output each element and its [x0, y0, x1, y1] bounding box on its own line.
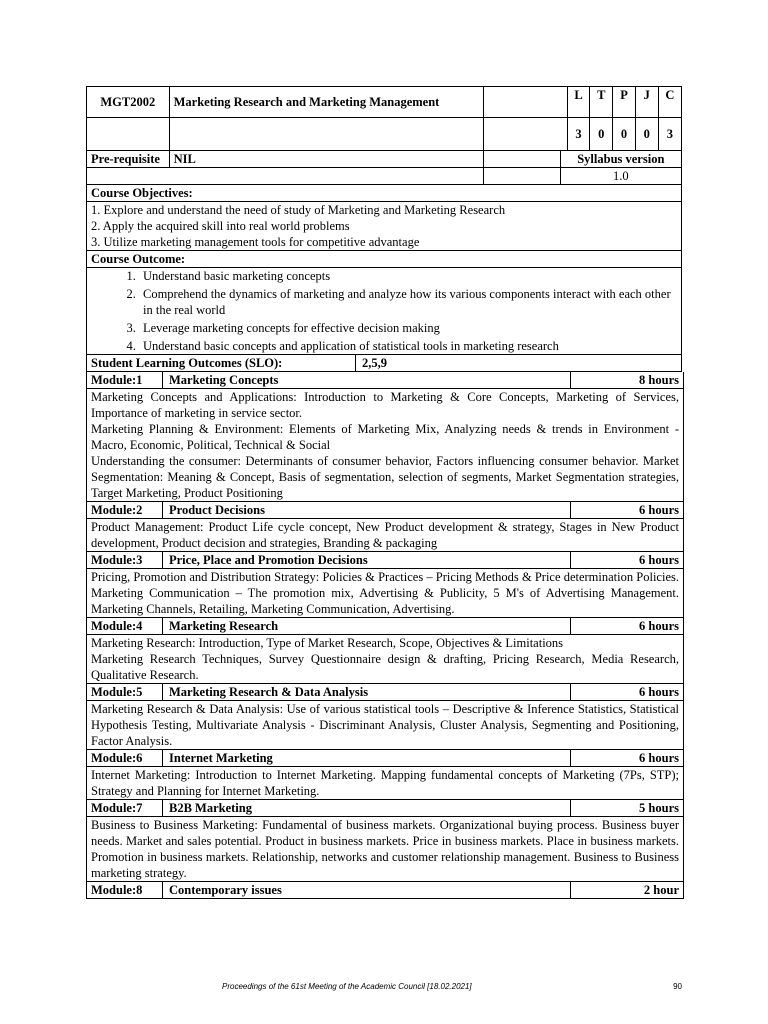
module-body-row	[87, 635, 684, 684]
module-id: Module:4	[87, 618, 163, 634]
objective-item: 1. Explore and understand the need of study of Marketing and Marketing Research	[91, 203, 506, 217]
module-id: Module:5	[87, 684, 163, 700]
module-hours: 6 hours	[639, 619, 679, 633]
module-body-row	[87, 569, 684, 618]
module-title: Contemporary issues	[163, 882, 571, 898]
module-id: Module:1	[87, 372, 163, 388]
syllabus-version-value: 1.0	[560, 168, 681, 184]
syllabus-version-label: Syllabus version	[560, 151, 681, 167]
module-id: Module:3	[87, 552, 163, 568]
module-header-row	[87, 882, 684, 899]
module-title: Marketing Research & Data Analysis	[163, 684, 571, 700]
module-body-row	[87, 389, 684, 502]
module-id: Module:2	[87, 502, 163, 518]
module-body-row	[87, 519, 684, 552]
module-header-row	[87, 552, 684, 569]
module-paragraph: Marketing Research & Data Analysis: Use of various statistical tools – Descriptive & Inference Statistics, Statistical Hypothesis Testing, Multivariate Analysis - Discriminant Analysis, Cluster Analysis, Segmenting and Positioning, Factor Analysis.	[91, 702, 679, 748]
ltpjc-value-p: 0	[613, 118, 636, 150]
outcome-item: 2. Comprehend the dynamics of marketing and analyze how its various components interact with each other in the real world	[139, 286, 677, 318]
module-hours: 6 hours	[639, 553, 679, 567]
module-header-row	[87, 618, 684, 635]
outcome-list	[87, 268, 682, 355]
module-title: Marketing Research	[163, 618, 571, 634]
module-title: Internet Marketing	[163, 750, 571, 766]
course-title: Marketing Research and Marketing Management	[169, 87, 483, 118]
module-paragraph: Business to Business Marketing: Fundamental of business markets. Organizational buying process. Business buyer needs. Market and sales potential. Product in business markets. Price in business markets. Place in business markets. Promotion in business markets. Relationship, networks and customer relationship management. Business to Business marketing strategy.	[91, 818, 679, 880]
module-header-row	[87, 684, 684, 701]
module-id: Module:8	[87, 882, 163, 898]
ltpjc-value-j: 0	[635, 118, 658, 150]
ltpjc-label-l: L	[567, 87, 590, 117]
module-title: Product Decisions	[163, 502, 571, 518]
objective-item: 2. Apply the acquired skill into real world problems	[91, 219, 350, 233]
module-hours: 2 hour	[643, 883, 679, 897]
module-id: Module:7	[87, 800, 163, 816]
module-title: B2B Marketing	[163, 800, 571, 816]
ltpjc-value-t: 0	[590, 118, 613, 150]
module-hours: 6 hours	[639, 685, 679, 699]
syllabus-table	[86, 86, 682, 372]
course-code: MGT2002	[87, 87, 170, 118]
objectives-heading: Course Objectives:	[87, 185, 682, 202]
modules-table	[86, 372, 684, 899]
module-paragraph: Internet Marketing: Introduction to Internet Marketing. Mapping fundamental concepts of Marketing (7Ps, STP); Strategy and Planning for Internet Marketing.	[91, 768, 679, 798]
module-title: Marketing Concepts	[163, 372, 571, 388]
outcome-heading: Course Outcome:	[87, 251, 682, 268]
module-header-row	[87, 372, 684, 389]
module-body-row	[87, 701, 684, 750]
slo-value: 2,5,9	[362, 356, 387, 370]
module-header-row	[87, 750, 684, 767]
ltpjc-label-p: P	[613, 87, 636, 117]
outcome-item: 1. Understand basic marketing concepts	[139, 268, 677, 284]
module-paragraph: Understanding the consumer: Determinants of consumer behavior, Factors influencing consumer behavior. Market Segmentation: Meaning & Concept, Basis of segmentation, selection of segments, Market Segmentation strategies, Target Marketing, Product Positioning	[91, 454, 679, 500]
module-hours: 6 hours	[639, 751, 679, 765]
ltpjc-value-c: 3	[658, 118, 681, 150]
module-hours: 5 hours	[639, 801, 679, 815]
page-number: 90	[673, 982, 682, 991]
module-id: Module:6	[87, 750, 163, 766]
ltpjc-label-j: J	[635, 87, 658, 117]
module-hours: 6 hours	[639, 503, 679, 517]
ltpjc-values	[484, 118, 681, 150]
outcome-item: 4. Understand basic concepts and application of statistical tools in marketing research	[139, 338, 677, 354]
module-hours: 8 hours	[639, 373, 679, 387]
prereq-label: Pre-requisite	[87, 151, 170, 168]
ltpjc-label-c: C	[658, 87, 681, 117]
module-title: Price, Place and Promotion Decisions	[163, 552, 571, 568]
footer-text: Proceedings of the 61st Meeting of the Academic Council [18.02.2021]	[222, 982, 472, 991]
module-header-row	[87, 800, 684, 817]
module-paragraph: Marketing Concepts and Applications: Introduction to Marketing & Core Concepts, Marketing of Services, Importance of marketing in service sector.	[91, 390, 679, 420]
module-paragraph: Pricing, Promotion and Distribution Strategy: Policies & Practices – Pricing Methods & Price determination Policies. Marketing Communication – The promotion mix, Advertising & Publicity, 5 M's of Advertising Management. Marketing Channels, Retailing, Marketing Communication, Advertising.	[91, 570, 679, 616]
module-body-row	[87, 767, 684, 800]
module-paragraph: Marketing Research Techniques, Survey Questionnaire design & drafting, Pricing Research, Media Research, Qualitative Research.	[91, 652, 679, 682]
syllabus-document	[86, 86, 682, 899]
prereq-value: NIL	[169, 151, 483, 168]
module-paragraph: Marketing Planning & Environment: Elements of Marketing Mix, Analyzing needs & trends in Environment - Macro, Economic, Political, Technical & Social	[91, 422, 679, 452]
objectives-list	[87, 202, 682, 251]
ltpjc-header	[484, 87, 681, 117]
outcome-item: 3. Leverage marketing concepts for effective decision making	[139, 320, 677, 336]
slo-label: Student Learning Outcomes (SLO):	[87, 355, 356, 371]
module-paragraph: Marketing Research: Introduction, Type of Market Research, Scope, Objectives & Limitations	[91, 636, 564, 650]
page-footer	[222, 982, 682, 991]
objective-item: 3. Utilize marketing management tools for competitive advantage	[91, 235, 420, 249]
ltpjc-value-l: 3	[567, 118, 590, 150]
module-body-row	[87, 817, 684, 882]
ltpjc-label-t: T	[590, 87, 613, 117]
module-paragraph: Product Management: Product Life cycle concept, New Product development & strategy, Stages in New Product development, Product decision and strategies, Branding & packaging	[91, 520, 679, 550]
module-header-row	[87, 502, 684, 519]
